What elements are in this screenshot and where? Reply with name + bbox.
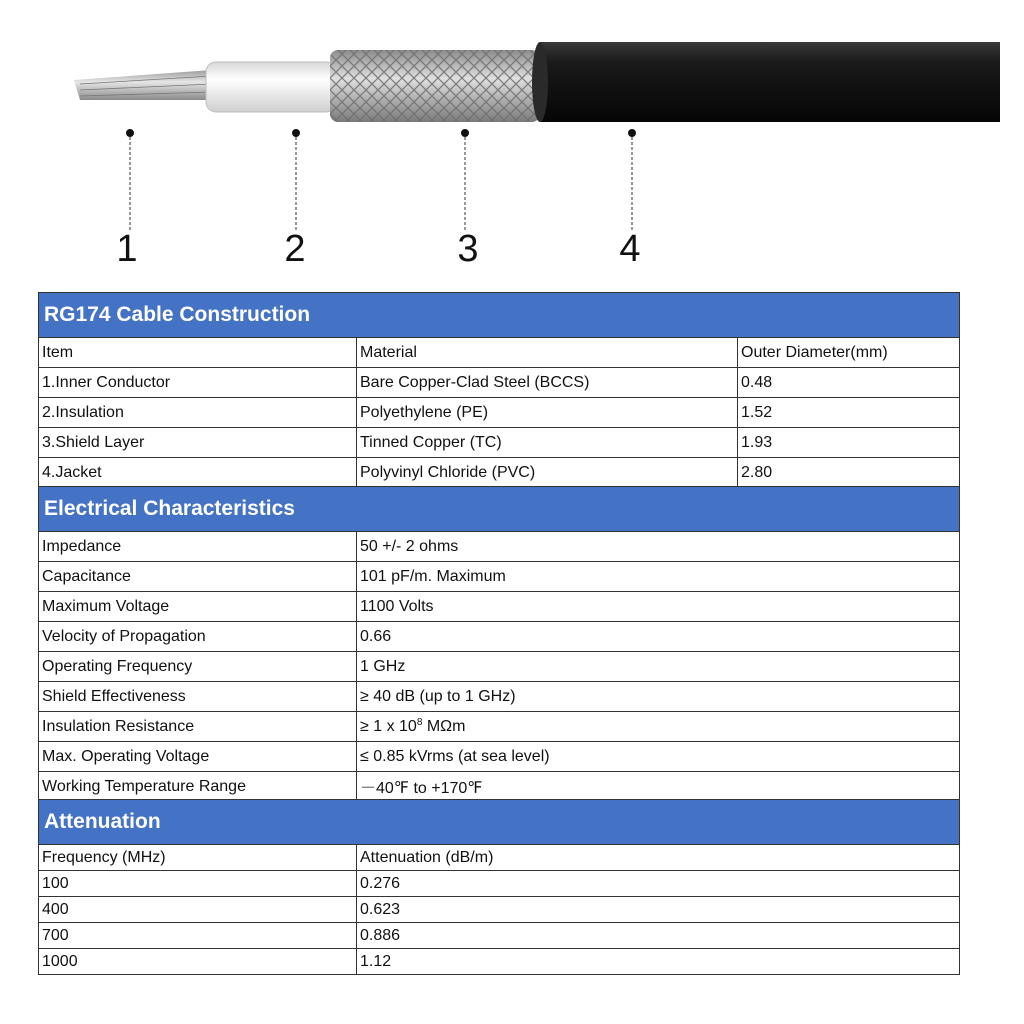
table-cell: 0.623	[357, 897, 960, 923]
table-cell: ≤ 0.85 kVrms (at sea level)	[357, 742, 960, 772]
table-cell: 1 GHz	[357, 652, 960, 682]
construction-table	[38, 292, 960, 488]
table-header-row	[39, 338, 960, 368]
callout-1: 1	[116, 228, 138, 270]
table-cell: Working Temperature Range	[39, 772, 357, 802]
table-cell: Polyvinyl Chloride (PVC)	[357, 458, 738, 488]
table-row	[39, 368, 960, 398]
table-cell: 700	[39, 923, 357, 949]
table-cell: Insulation Resistance	[39, 712, 357, 742]
table-cell: 101 pF/m. Maximum	[357, 562, 960, 592]
table-cell-insulation-resistance	[357, 712, 960, 742]
table-cell: 0.66	[357, 622, 960, 652]
callout-4: 4	[619, 228, 641, 270]
table-cell: Max. Operating Voltage	[39, 742, 357, 772]
table-cell: 2.80	[738, 458, 960, 488]
table-cell: Impedance	[39, 532, 357, 562]
table-row	[39, 682, 960, 712]
table-cell: 50 +/- 2 ohms	[357, 532, 960, 562]
table-row	[39, 532, 960, 562]
table-cell: 400	[39, 897, 357, 923]
table-cell: Shield Effectiveness	[39, 682, 357, 712]
table-cell: 1.52	[738, 398, 960, 428]
column-header: Attenuation (dB/m)	[357, 845, 960, 871]
table-cell: 100	[39, 871, 357, 897]
table-cell: Velocity of Propagation	[39, 622, 357, 652]
table-cell: 3.Shield Layer	[39, 428, 357, 458]
table-cell: 4.Jacket	[39, 458, 357, 488]
table-row	[39, 428, 960, 458]
insulation-resistance-exponent: 8	[416, 717, 423, 728]
table-row	[39, 923, 960, 949]
column-header: Item	[39, 338, 357, 368]
table-row	[39, 622, 960, 652]
table-header-row	[39, 845, 960, 871]
cable-cross-section-diagram	[0, 0, 1024, 290]
table-cell: 2.Insulation	[39, 398, 357, 428]
table-row	[39, 897, 960, 923]
cable-illustration	[0, 0, 1024, 290]
table-row	[39, 562, 960, 592]
column-header: Outer Diameter(mm)	[738, 338, 960, 368]
table-cell: 1.93	[738, 428, 960, 458]
callout-leaders	[126, 129, 636, 230]
attenuation-table	[38, 799, 960, 975]
table-cell: Maximum Voltage	[39, 592, 357, 622]
table-cell: ≥ 40 dB (up to 1 GHz)	[357, 682, 960, 712]
section-title: Attenuation	[39, 800, 960, 845]
table-cell: 1.12	[357, 949, 960, 975]
table-cell: Operating Frequency	[39, 652, 357, 682]
insulation-resistance-prefix: ≥ 1 x 10	[360, 718, 417, 735]
jacket	[534, 42, 1000, 122]
insulation-layer	[206, 62, 336, 112]
table-cell: 1100 Volts	[357, 592, 960, 622]
table-row	[39, 772, 960, 802]
table-row	[39, 949, 960, 975]
callout-3: 3	[457, 228, 479, 270]
table-cell: 0.276	[357, 871, 960, 897]
section-title: RG174 Cable Construction	[39, 293, 960, 338]
electrical-characteristics-table	[38, 486, 960, 802]
table-cell: －40℉ to +170℉	[357, 772, 960, 802]
table-row	[39, 712, 960, 742]
section-title: Electrical Characteristics	[39, 487, 960, 532]
table-row	[39, 871, 960, 897]
table-cell: 0.48	[738, 368, 960, 398]
table-row	[39, 458, 960, 488]
table-row	[39, 742, 960, 772]
table-cell: Capacitance	[39, 562, 357, 592]
table-row	[39, 652, 960, 682]
column-header: Frequency (MHz)	[39, 845, 357, 871]
table-cell: 1.Inner Conductor	[39, 368, 357, 398]
table-cell: Tinned Copper (TC)	[357, 428, 738, 458]
table-cell: Bare Copper-Clad Steel (BCCS)	[357, 368, 738, 398]
column-header: Material	[357, 338, 738, 368]
table-cell: Polyethylene (PE)	[357, 398, 738, 428]
table-row	[39, 592, 960, 622]
table-row	[39, 398, 960, 428]
table-cell: 1000	[39, 949, 357, 975]
table-cell: 0.886	[357, 923, 960, 949]
insulation-resistance-unit: MΩm	[422, 718, 466, 735]
callout-2: 2	[284, 228, 306, 270]
